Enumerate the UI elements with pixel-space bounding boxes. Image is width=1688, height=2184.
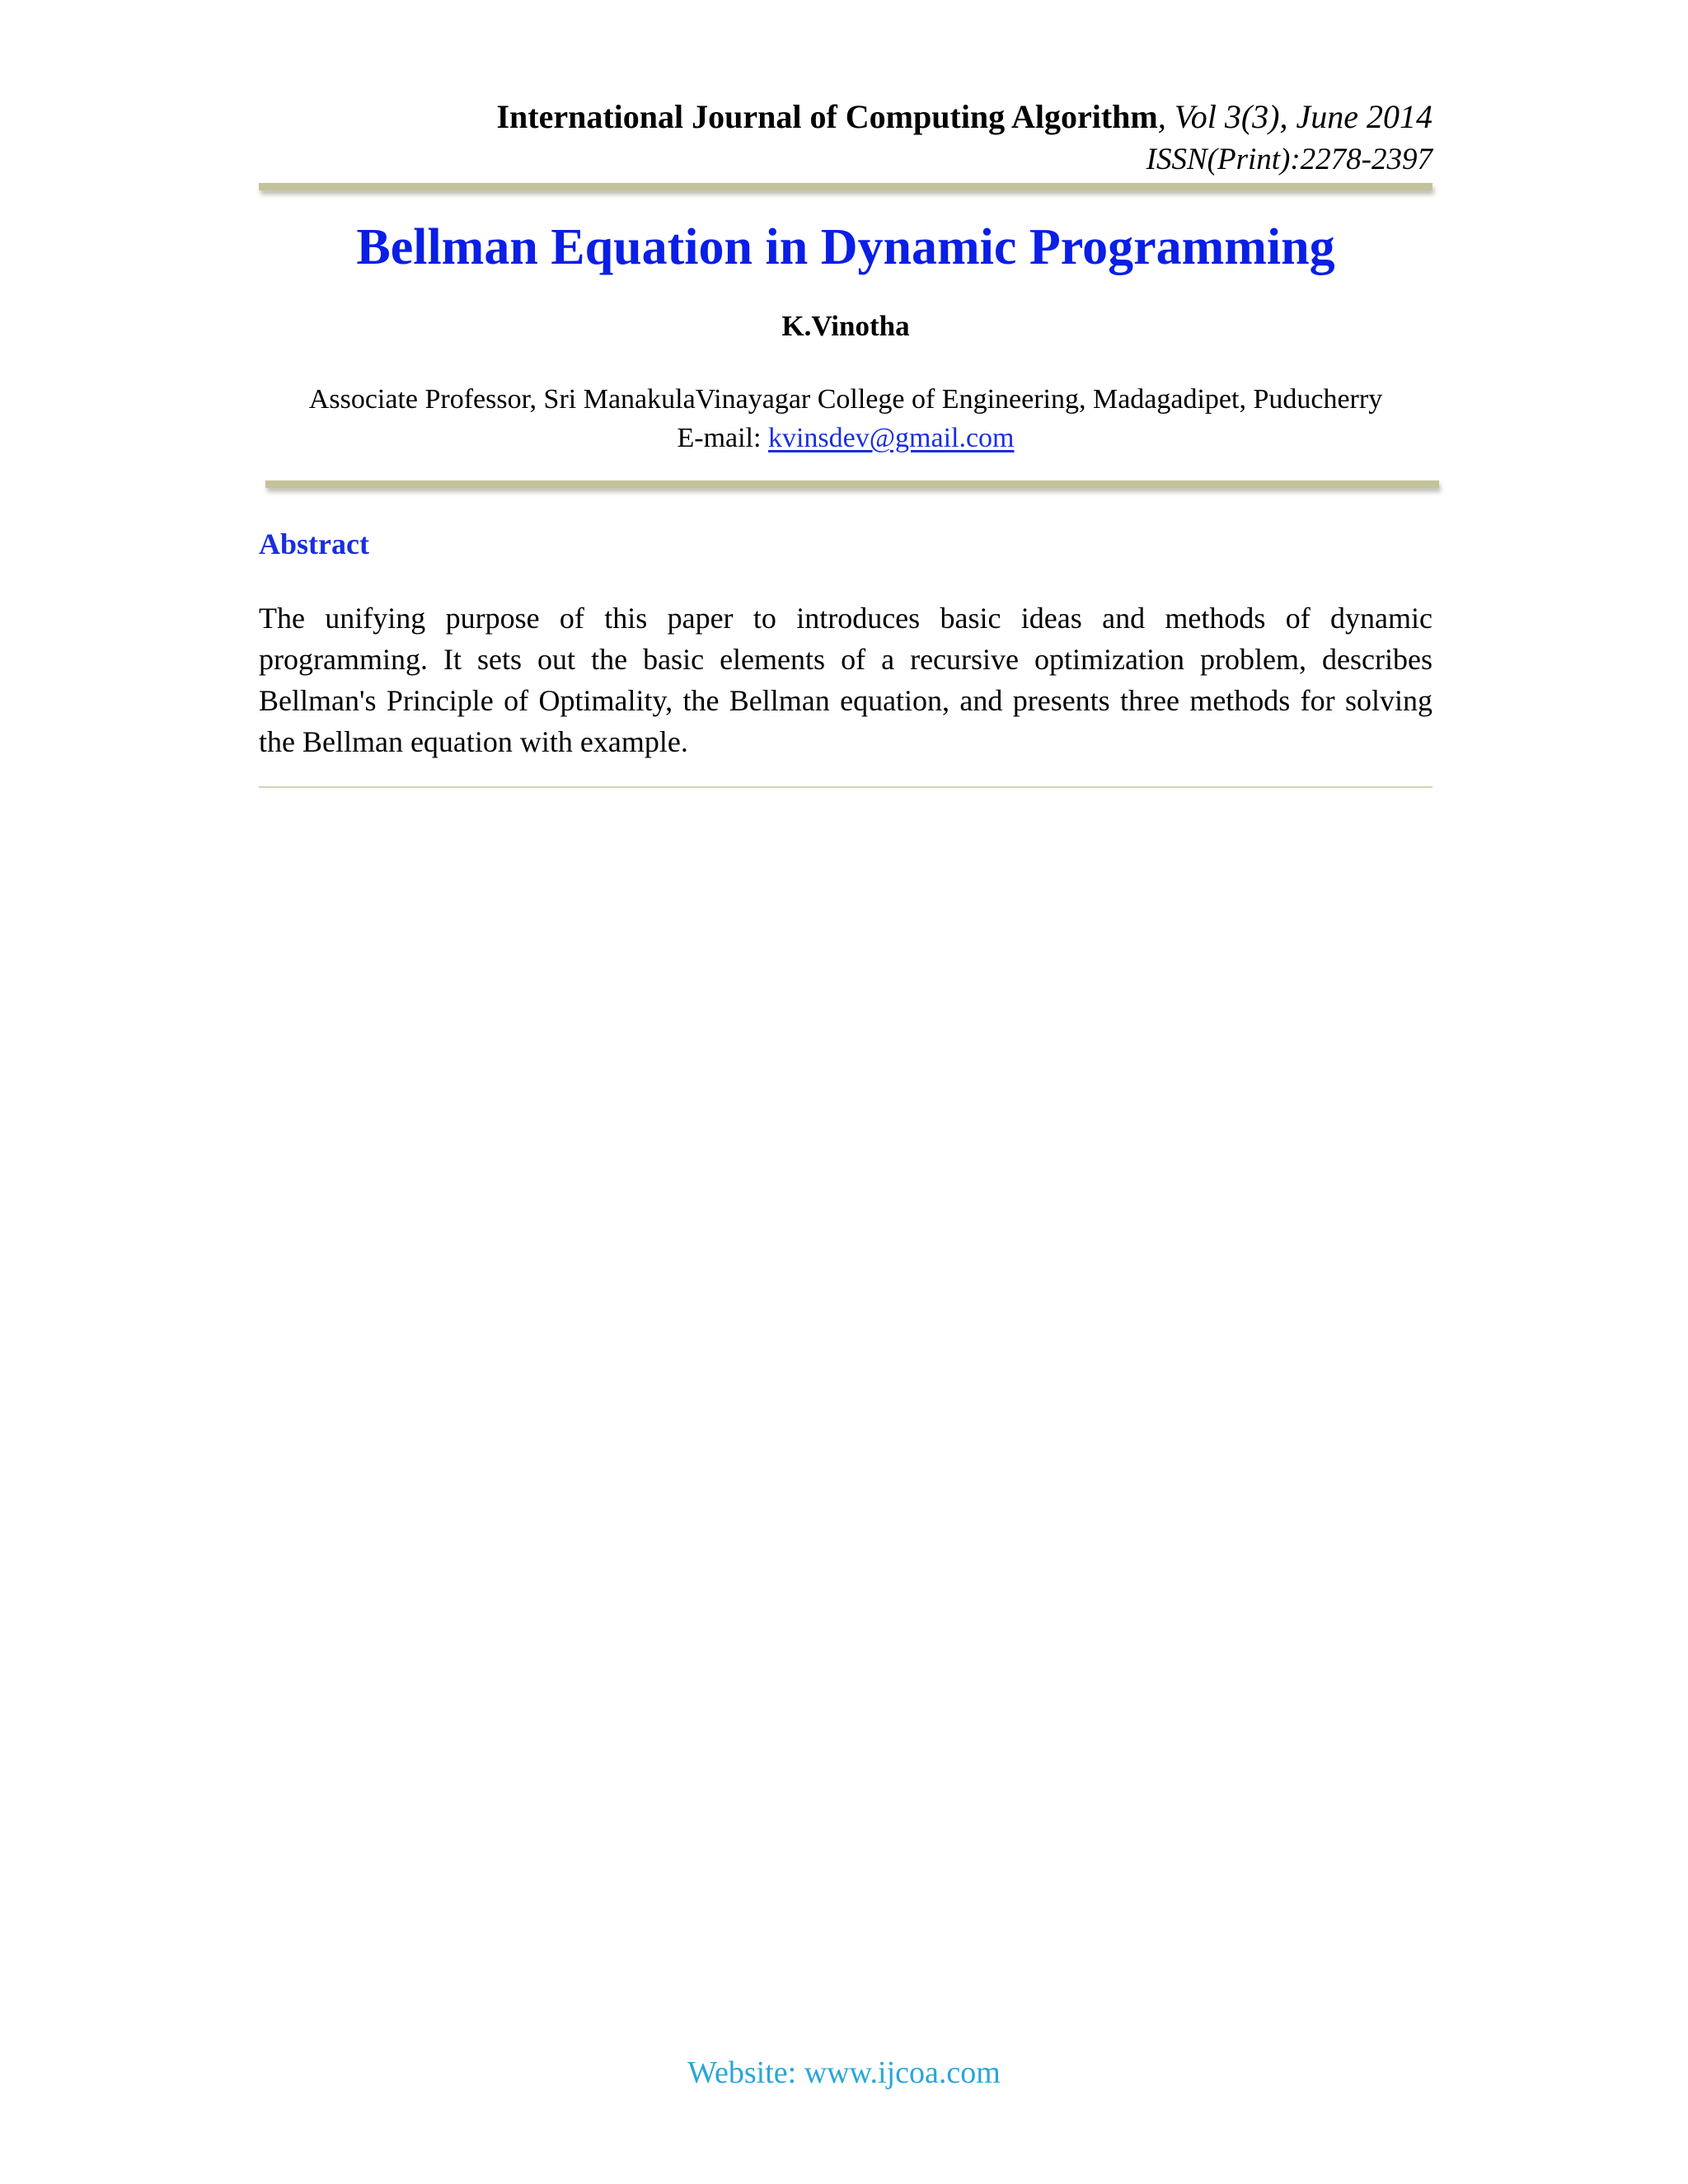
abstract-body: The unifying purpose of this paper to introduces basic ideas and methods of dynamic programming. It sets out the basic elements of a recursive optimization problem, describes Bellman's Principle of Optimality, the Bellman equation, and presents three methods for solving the Bellman equation with example. bbox=[259, 602, 1432, 758]
journal-header bbox=[496, 96, 1432, 138]
journal-name: International Journal of Computing Algorithm bbox=[496, 98, 1158, 135]
footer-website: Website: www.ijcoa.com bbox=[687, 2055, 1001, 2090]
author-affiliation: Associate Professor, Sri ManakulaVinayagar College of Engineering, Madagadipet, Puducherry bbox=[308, 384, 1383, 415]
journal-volume: , Vol 3(3), June 2014 bbox=[1157, 98, 1432, 135]
email-line bbox=[259, 419, 1432, 457]
email-link[interactable]: kvinsdev@gmail.com bbox=[767, 423, 1015, 453]
author-name: K.Vinotha bbox=[781, 310, 910, 342]
author-block-divider bbox=[265, 480, 1439, 488]
paper-title: Bellman Equation in Dynamic Programming bbox=[356, 219, 1335, 275]
header-divider bbox=[259, 183, 1432, 190]
abstract-heading: Abstract bbox=[259, 527, 369, 560]
journal-issn: ISSN(Print):2278-2397 bbox=[1146, 143, 1432, 176]
email-label: E-mail: bbox=[677, 423, 768, 453]
abstract-divider bbox=[259, 786, 1432, 788]
